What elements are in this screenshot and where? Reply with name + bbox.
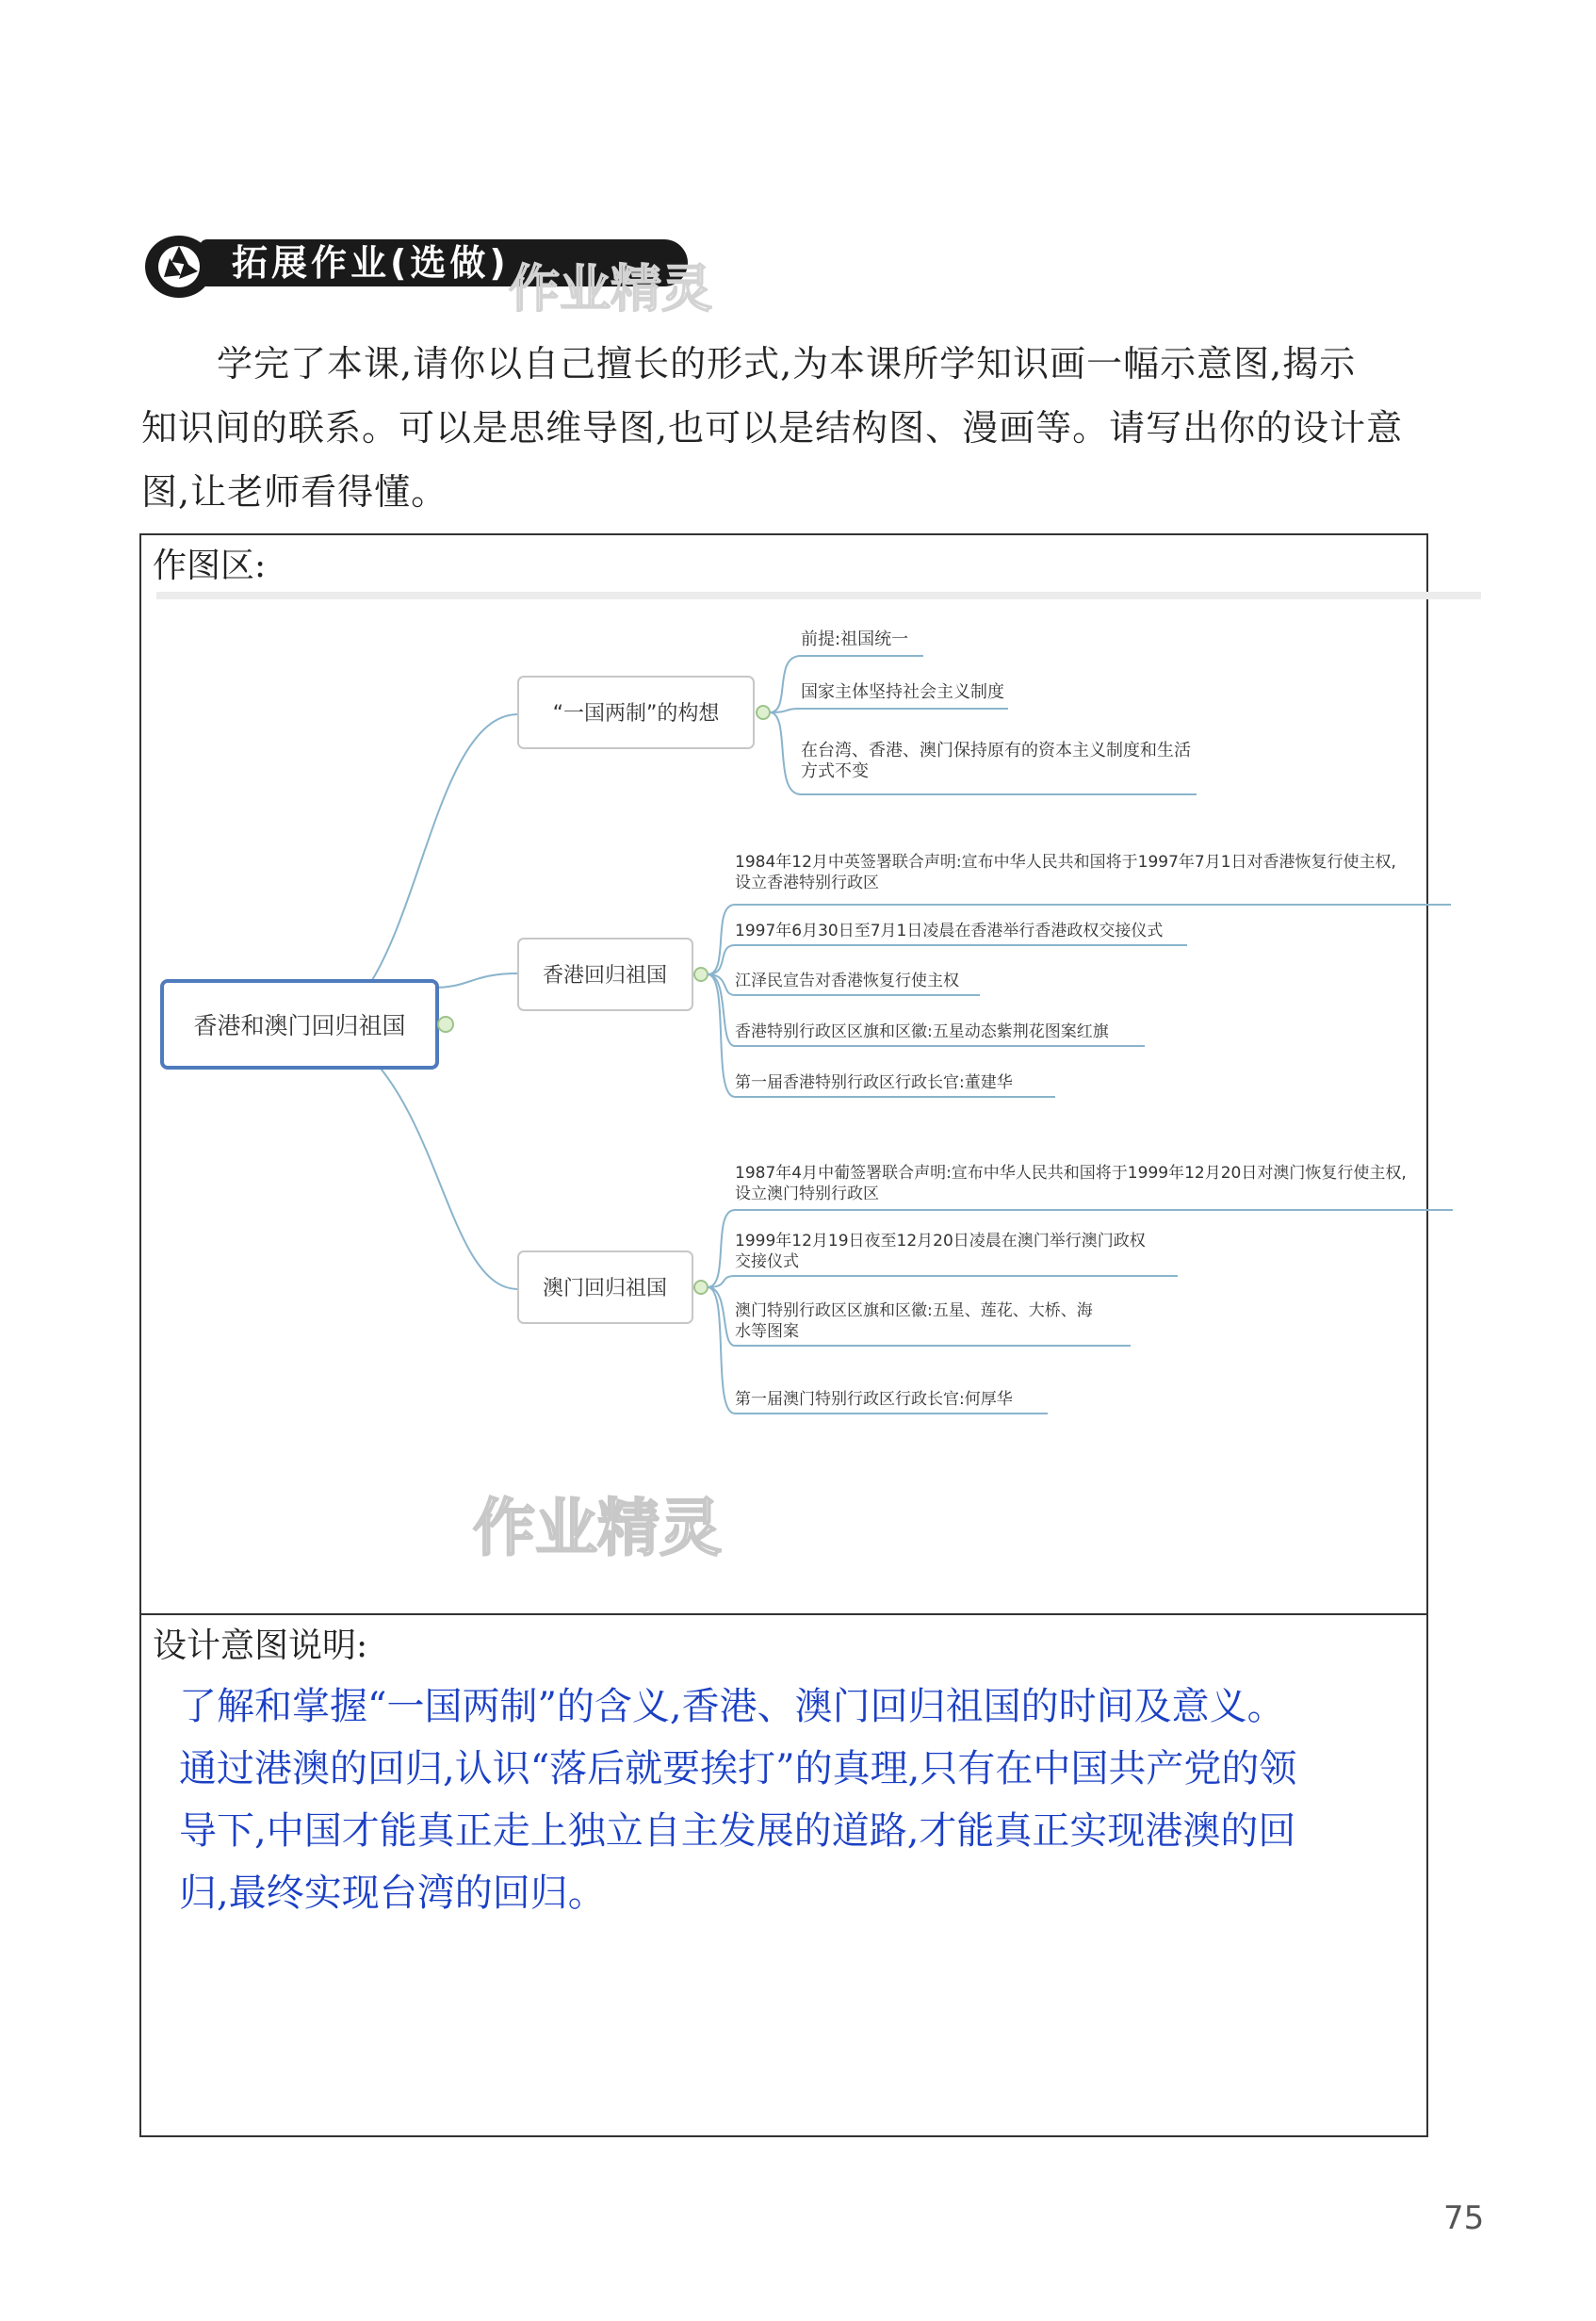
watermark-center: 作业精灵 xyxy=(473,1492,722,1564)
design-intent-text xyxy=(179,1675,1404,1924)
leaf-2-5: 第一届香港特别行政区行政长官:董建华 xyxy=(735,1073,1013,1092)
leaf-3-1-line-1: 1987年4月中葡签署联合声明:宣布中华人民共和国将于1999年12月20日对澳门恢复行使主权, xyxy=(735,1164,1407,1183)
branch-2-title: 香港回归祖国 xyxy=(542,964,668,988)
design-intent-label: 设计意图说明: xyxy=(153,1626,368,1665)
leaf-3-4: 第一届澳门特别行政区行政长官:何厚华 xyxy=(735,1390,1013,1409)
leaf-1-3-line-2: 方式不变 xyxy=(801,761,869,781)
page-number: 75 xyxy=(1443,2199,1485,2237)
branch-one-country-two-systems xyxy=(518,629,1197,794)
mindmap xyxy=(141,601,1460,1449)
leaf-2-2: 1997年6月30日至7月1日凌晨在香港举行香港政权交接仪式 xyxy=(735,922,1164,940)
watermark: 作业精灵 xyxy=(509,259,712,319)
leaf-3-3-line-1: 澳门特别行政区区旗和区徽:五星、莲花、大桥、海 xyxy=(735,1301,1093,1320)
branch-1-title: “一国两制”的构想 xyxy=(552,702,720,726)
leaf-1-3-line-1: 在台湾、香港、澳门保持原有的资本主义制度和生活 xyxy=(801,741,1191,760)
leaf-3-1-line-2: 设立澳门特别行政区 xyxy=(735,1185,879,1203)
leaf-3-2-line-2: 交接仪式 xyxy=(735,1252,799,1271)
intro-line-3: 图,让老师看得懂。 xyxy=(141,471,448,513)
design-intent-line-3: 导下,中国才能真正走上独立自主发展的道路,才能真正实现港澳的回 xyxy=(179,1809,1296,1853)
mindmap-root xyxy=(162,981,453,1068)
connector-root-branch-3 xyxy=(367,1054,518,1289)
leaf-2-4: 香港特别行政区区旗和区徽:五星动态紫荆花图案红旗 xyxy=(735,1022,1109,1041)
intro-line-2: 知识间的联系。可以是思维导图,也可以是结构图、漫画等。请写出你的设计意 xyxy=(141,407,1404,449)
leaf-1-2: 国家主体坚持社会主义制度 xyxy=(801,682,1004,702)
leaf-1-1: 前提:祖国统一 xyxy=(801,629,909,649)
branch-macao-return xyxy=(518,1163,1453,1414)
intro-line-1: 学完了本课,请你以自己擅长的形式,为本课所学知识画一幅示意图,揭示 xyxy=(217,343,1357,384)
design-intent-line-2: 通过港澳的回归,认识“落后就要挨打”的真理,只有在中国共产党的领 xyxy=(179,1747,1297,1790)
branch-hong-kong-return xyxy=(518,852,1451,1097)
screenshot-top-strip xyxy=(156,592,1481,599)
leaf-3-2-line-1: 1999年12月19日夜至12月20日凌晨在澳门举行澳门政权 xyxy=(735,1232,1146,1250)
connector-root-branch-2 xyxy=(433,973,518,988)
design-intent-line-4: 归,最终实现台湾的回归。 xyxy=(179,1872,606,1915)
leaf-2-1-line-2: 设立香港特别行政区 xyxy=(735,874,879,892)
connector-root-branch-1 xyxy=(367,714,518,988)
leaf-2-1-line-1: 1984年12月中英签署联合声明:宣布中华人民共和国将于1997年7月1日对香港恢复行使主权, xyxy=(735,853,1396,872)
intro-paragraph xyxy=(141,332,1432,524)
root-label: 香港和澳门回归祖国 xyxy=(193,1012,406,1039)
branch-3-title: 澳门回归祖国 xyxy=(542,1277,668,1300)
section-title: 拓展作业(选做) xyxy=(232,242,510,284)
leaf-3-3-line-2: 水等图案 xyxy=(735,1322,799,1341)
design-intent-line-1: 了解和掌握“一国两制”的含义,香港、澳门回归祖国的时间及意义。 xyxy=(179,1685,1285,1728)
drawing-area-label: 作图区: xyxy=(153,547,267,585)
leaf-2-3: 江泽民宣告对香港恢复行使主权 xyxy=(735,972,959,990)
frame-divider xyxy=(141,1613,1426,1615)
